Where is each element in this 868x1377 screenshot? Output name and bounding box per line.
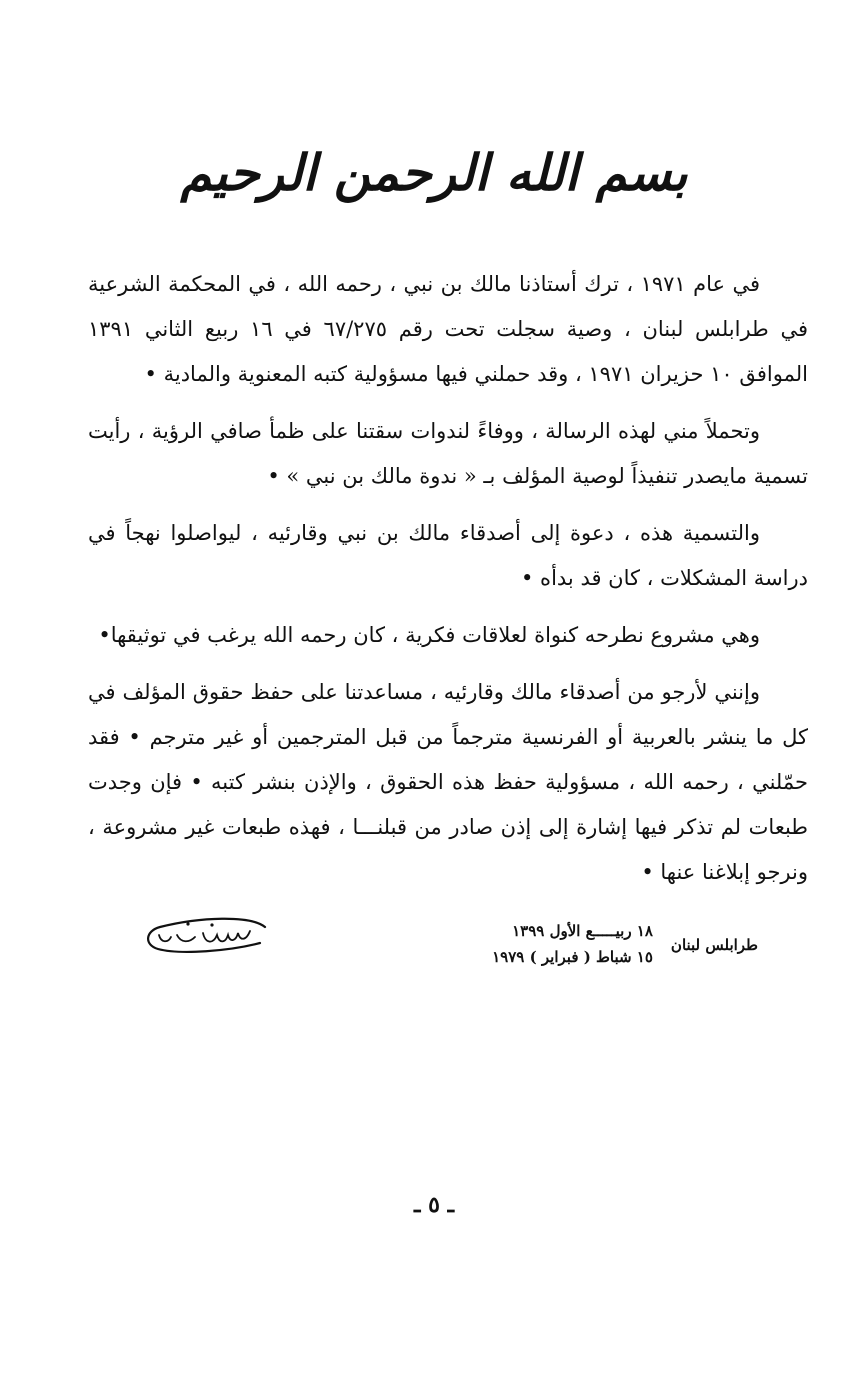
letter-body — [88, 262, 808, 907]
paragraph-will: في عام ١٩٧١ ، ترك أستاذنا مالك بن نبي ، رحمه الله ، في المحكمة الشرعية في طرابلس لبنان ، وصية سجلت تحت رقم ٦٧/٢٧٥ في ١٦ ربيع الثاني ١٣٩١ الموافق ١٠ حزيران ١٩٧١ ، وقد حملني فيها مسؤولية كتبه المعنوية والمادية • — [88, 272, 808, 386]
paragraph-project: وهي مشروع نطرحه كنواة لعلاقات فكرية ، كان رحمه الله يرغب في توثيقها• — [98, 623, 760, 647]
paragraph-invitation: والتسمية هذه ، دعوة إلى أصدقاء مالك بن نبي وقارئيه ، ليواصلوا نهجاً في دراسة المشكلات ، كان قد بدأه • — [88, 521, 808, 590]
basmala-heading: بسم الله الرحمن الرحيم — [180, 143, 688, 202]
date-lines — [492, 918, 653, 970]
paragraph-naming: وتحملاً مني لهذه الرسالة ، ووفاءً لندوات سقتنا على ظمأ صافي الرؤية ، رأيت تسمية مايصدر تنفيذاً لوصية المؤلف بـ « ندوة مالك بن نبي » • — [88, 419, 808, 488]
hijri-date: ١٨ ربيـــــع الأول ١٣٩٩ — [512, 922, 653, 940]
paragraph-rights: وإنني لأرجو من أصدقاء مالك وقارئيه ، مساعدتنا على حفظ حقوق المؤلف في كل ما ينشر بالعربية أو الفرنسية مترجماً من قبل المترجمين أو غير مترجم • فقد حمّلني ، رحمه الله ، مسؤولية حفظ هذه الحقوق ، والإذن بنشر كتبه • فإن وجدت طبعات لم تذكر فيها إشارة إلى إذن صادر من قبلنـــا ، فهذه طبعات غير مشروعة ، ونرجو إبلاغنا عنها • — [88, 680, 808, 884]
signature-icon — [140, 905, 270, 965]
place-and-date — [438, 918, 758, 970]
gregorian-date: ١٥ شباط ( فبراير ) ١٩٧٩ — [492, 948, 653, 966]
place-label: طرابلس لبنان — [670, 936, 758, 954]
page-number: ـ ٥ ـ — [413, 1192, 455, 1218]
